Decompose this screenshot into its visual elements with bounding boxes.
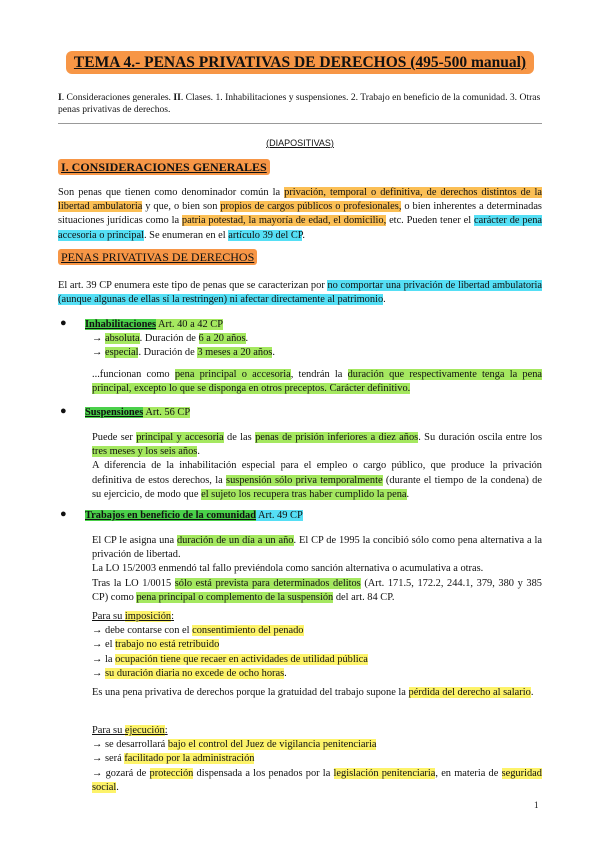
bullet-dot: ● xyxy=(60,317,67,329)
title-text: TEMA 4.- PENAS PRIVATIVAS DE DERECHOS (495-500 manual) xyxy=(66,51,534,74)
suspensiones-heading: Suspensiones Art. 56 CP xyxy=(85,407,191,418)
paragraph-penas-privativas: El art. 39 CP enumera este tipo de penas que se caracterizan por no comportar una privación de libertad ambulatoria (aunque algunas de ellas sí la restringen) ni afectar directamente al patrimonio. xyxy=(58,280,542,306)
paragraph-consideraciones: Son penas que tienen como denominador común la privación, temporal o definitiva, de derechos distintos de la libertad ambulatoria y que, o bien son propios de cargos públicos o profesionales, o bien inherentes a determinadas situaciones jurídicas como la patria potestad, la mayoría de edad, el domicilio, etc. Pueden tener el carácter de pena accesoria o principal. Se enumeran en el artículo 39 del CP. xyxy=(58,187,543,241)
toc-roman-1: I xyxy=(58,92,62,103)
inhabilitaciones-heading: Inhabilitaciones Art. 40 a 42 CP xyxy=(85,319,223,330)
section-heading-2 xyxy=(58,250,257,265)
table-of-contents xyxy=(58,92,542,116)
section-heading-2-text: PENAS PRIVATIVAS DE DERECHOS xyxy=(58,249,257,265)
diapositivas-label: (DIAPOSITIVAS) xyxy=(266,138,334,148)
trabajos-paragraph: El CP le asigna una duración de un día a un año. El CP de 1995 la concibió sólo como pena alternativa a la privación de libertad. La LO 15/2003 enmendó tal fallo previéndola como sanción alternativa o acumulativa a otras. Tras la LO 1/0015 sólo está prevista para determinados delitos (Art. 171.5, 172.2, 244.1, 379, 380 y 385 CP) como pena principal o complemento de la suspensión del art. 84 CP. xyxy=(92,535,543,603)
bullet-dot: ● xyxy=(60,405,67,417)
section-heading-1-text: I. CONSIDERACIONES GENERALES xyxy=(58,159,270,175)
inhabilitaciones-funcionamiento: ...funcionan como pena principal o accesoria, tendrán la duración que respectivamente tenga la pena principal, excepto lo que se disponga en otros preceptos. Carácter definitivo. xyxy=(92,369,543,395)
imposicion-list: Para su imposición: → debe contarse con el consentimiento del penado → el trabajo no está retribuido → la ocupación tiene que recaer en actividades de utilidad pública → su duración diaria no excede de ocho horas. xyxy=(92,611,368,679)
toc-text-2: . Clases. 1. Inhabilitaciones y suspensiones. 2. Trabajo en beneficio de la comunidad. 3. Otras penas privativas de derechos. xyxy=(58,92,541,115)
suspensiones-paragraph: Puede ser principal y accesoria de las penas de prisión inferiores a diez años. Su duración oscila entre los tres meses y los seis años. A diferencia de la inhabilitación especial para el empleo o cargo público, que produce la privación definitiva de estos derechos, la suspensión sólo priva temporalmente (durante el tiempo de la condena) de su ejercicio, de modo que el sujeto los recupera tras haber cumplido la pena. xyxy=(92,432,542,500)
toc-roman-2: II xyxy=(173,92,181,103)
inhabilitacion-absoluta: → absoluta. Duración de 6 a 20 años. xyxy=(92,333,249,344)
ejecucion-list: Para su ejecución: → se desarrollará bajo el control del Juez de vigilancia penitenciaria → será facilitado por la administración → gozará de protección dispensada a los penados por la legislación penitenciaria, en materia de seguridad social. xyxy=(92,725,542,793)
page-number: 1 xyxy=(534,800,539,810)
bullet-dot: ● xyxy=(60,508,67,520)
section-heading-1 xyxy=(58,160,270,175)
trabajos-heading: Trabajos en beneficio de la comunidad Art. 49 CP xyxy=(85,510,303,521)
toc-text-1: . Consideraciones generales. xyxy=(61,92,174,103)
divider xyxy=(58,123,542,124)
privativa-paragraph: Es una pena privativa de derechos porque la gratuidad del trabajo supone la pérdida del derecho al salario. xyxy=(92,687,534,698)
page-title xyxy=(60,54,540,72)
inhabilitacion-especial: → especial. Duración de 3 meses a 20 años. xyxy=(92,347,275,358)
